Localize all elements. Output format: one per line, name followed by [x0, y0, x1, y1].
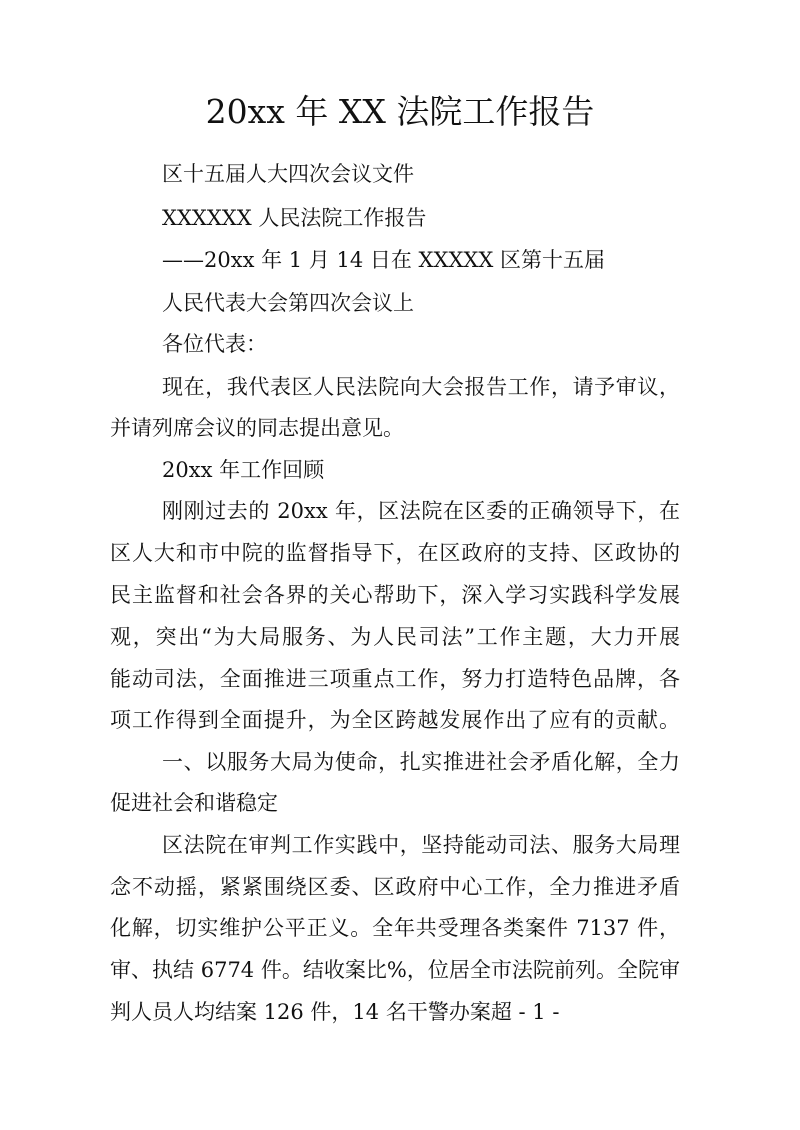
subtitle-line: XXXXXX 人民法院工作报告	[162, 206, 427, 230]
page-number: - 1 -	[511, 1000, 560, 1024]
part-one-body-line: 判人员人均结案 126 件，14 名干警办案超	[110, 1000, 512, 1024]
review-line: 民主监督和社会各界的关心帮助下，深入学习实践科学发展	[110, 583, 680, 607]
subtitle-line: 区十五届人大四次会议文件	[162, 162, 414, 186]
document-title: 20xx 年 XX 法院工作报告	[205, 92, 595, 131]
review-line: 观，突出“为大局服务、为人民司法”工作主题，大力开展	[110, 625, 680, 649]
review-line: 能动司法，全面推进三项重点工作，努力打造特色品牌，各	[110, 667, 680, 691]
last-line	[110, 997, 710, 1027]
part-one-body-line: 念不动摇，紧紧围绕区委、区政府中心工作，全力推进矛盾	[110, 875, 680, 899]
part-one-heading-line: 一、以服务大局为使命，扎实推进社会矛盾化解，全力	[162, 750, 680, 774]
salutation: 各位代表：	[162, 332, 267, 356]
section-heading: 20xx 年工作回顾	[162, 458, 325, 482]
review-line: 区人大和市中院的监督指导下，在区政府的支持、区政协的	[110, 541, 680, 565]
intro-line: 现在，我代表区人民法院向大会报告工作，请予审议，	[162, 375, 680, 399]
part-one-body-line: 审、执结 6774 件。结收案比%，位居全市法院前列。全院审	[110, 958, 680, 982]
subtitle-line: 人民代表大会第四次会议上	[162, 291, 414, 315]
part-one-body-line: 化解，切实维护公平正义。全年共受理各类案件 7137 件，	[110, 916, 680, 940]
review-line: 刚刚过去的 20xx 年，区法院在区委的正确领导下，在	[162, 499, 680, 523]
part-one-heading-line: 促进社会和谐稳定	[110, 791, 278, 815]
review-line: 项工作得到全面提升，为全区跨越发展作出了应有的贡献。	[110, 708, 680, 732]
subtitle-line: ——20xx 年 1 月 14 日在 XXXXX 区第十五届	[162, 248, 605, 272]
part-one-body-line: 区法院在审判工作实践中，坚持能动司法、服务大局理	[162, 833, 680, 857]
intro-line: 并请列席会议的同志提出意见。	[110, 416, 404, 440]
